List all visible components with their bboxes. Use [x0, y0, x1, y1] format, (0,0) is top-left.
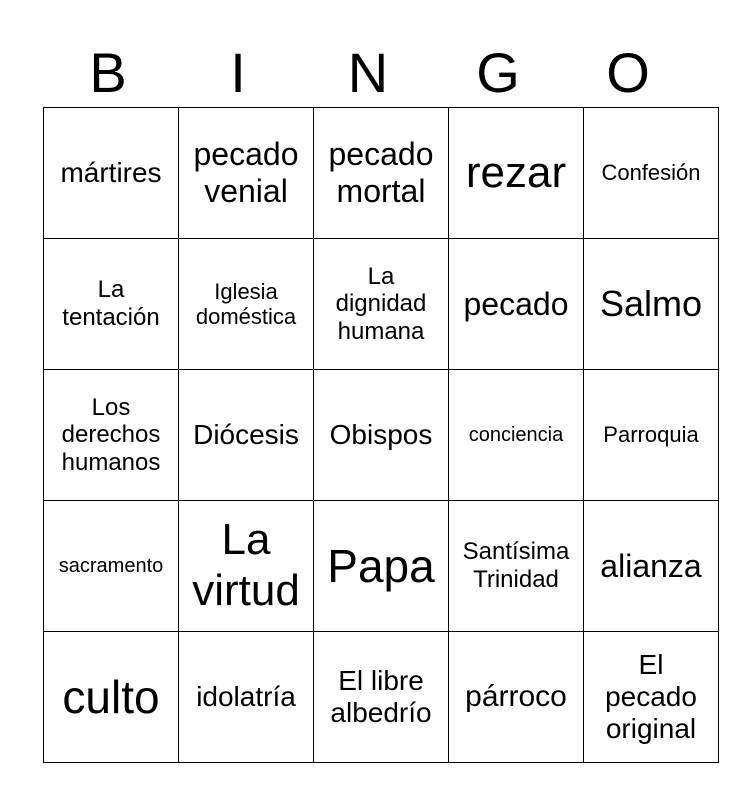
- header-letter-n: N: [347, 41, 389, 104]
- card-row: [44, 239, 719, 370]
- bingo-cell[interactable]: El libre albedrío: [314, 632, 449, 763]
- bingo-header: [43, 38, 693, 108]
- header-letter-i: I: [230, 41, 246, 104]
- bingo-cell[interactable]: pecado venial: [179, 108, 314, 239]
- bingo-cell[interactable]: El pecado original: [584, 632, 719, 763]
- bingo-cell[interactable]: sacramento: [44, 501, 179, 632]
- bingo-cell[interactable]: culto: [44, 632, 179, 763]
- bingo-cell[interactable]: conciencia: [449, 370, 584, 501]
- bingo-cell[interactable]: mártires: [44, 108, 179, 239]
- bingo-cell[interactable]: alianza: [584, 501, 719, 632]
- header-letter-g: G: [476, 41, 520, 104]
- bingo-cell[interactable]: Papa: [314, 501, 449, 632]
- bingo-cell[interactable]: idolatría: [179, 632, 314, 763]
- card-row: [44, 108, 719, 239]
- bingo-cell[interactable]: Iglesia doméstica: [179, 239, 314, 370]
- bingo-cell[interactable]: La dignidad humana: [314, 239, 449, 370]
- bingo-cell[interactable]: pecado mortal: [314, 108, 449, 239]
- bingo-cell[interactable]: Diócesis: [179, 370, 314, 501]
- card-row: [44, 370, 719, 501]
- card-row: [44, 632, 719, 763]
- bingo-cell[interactable]: párroco: [449, 632, 584, 763]
- bingo-cell[interactable]: pecado: [449, 239, 584, 370]
- bingo-cell[interactable]: Santísima Trinidad: [449, 501, 584, 632]
- card-row: [44, 501, 719, 632]
- header-letter-b: B: [89, 41, 127, 104]
- bingo-cell[interactable]: rezar: [449, 108, 584, 239]
- bingo-cell[interactable]: Obispos: [314, 370, 449, 501]
- bingo-cell[interactable]: La virtud: [179, 501, 314, 632]
- bingo-card: [43, 107, 719, 763]
- bingo-cell[interactable]: Salmo: [584, 239, 719, 370]
- bingo-cell[interactable]: Confesión: [584, 108, 719, 239]
- bingo-cell[interactable]: La tentación: [44, 239, 179, 370]
- header-letter-o: O: [606, 41, 650, 104]
- bingo-cell[interactable]: Los derechos humanos: [44, 370, 179, 501]
- bingo-cell[interactable]: Parroquia: [584, 370, 719, 501]
